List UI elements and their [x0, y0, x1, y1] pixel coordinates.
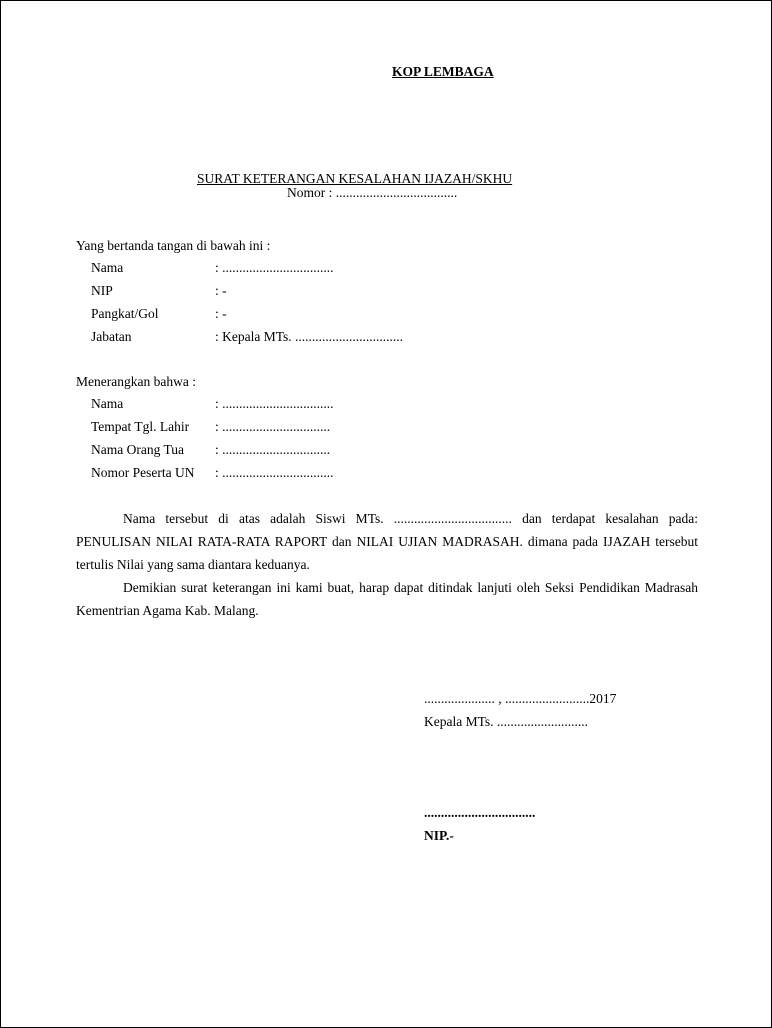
- letter-number: Nomor : ....................................: [287, 185, 458, 200]
- signer-rank-label: Pangkat/Gol: [91, 306, 159, 321]
- body-paragraph-2: Demikian surat keterangan ini kami buat, harap dapat ditindak lanjuti oleh Seksi Pendidikan Madrasah Kementrian Agama Kab. Malang.: [76, 580, 698, 618]
- signer-name-value: : .................................: [215, 260, 334, 275]
- subject-exam-number-label: Nomor Peserta UN: [91, 465, 195, 480]
- subject-exam-number-value: : .................................: [215, 465, 334, 480]
- signer-rank-value: : -: [215, 306, 227, 321]
- signer-position-value: : Kepala MTs. ................................: [215, 329, 404, 344]
- subject-intro: Menerangkan bahwa :: [76, 374, 196, 389]
- letter-body: [76, 507, 698, 622]
- subject-parent-value: : ................................: [215, 442, 331, 457]
- subject-birth-label: Tempat Tgl. Lahir: [91, 419, 190, 434]
- signature-name: .................................: [424, 805, 536, 820]
- signature-position: Kepala MTs. ...........................: [424, 714, 589, 729]
- letter-title: SURAT KETERANGAN KESALAHAN IJAZAH/SKHU: [197, 171, 513, 186]
- signature-place-date: ..................... , .........................2017: [424, 691, 617, 706]
- signature-nip: NIP.-: [424, 828, 454, 843]
- signer-nip-value: : -: [215, 283, 227, 298]
- signer-name-label: Nama: [91, 260, 124, 275]
- subject-birth-value: : ................................: [215, 419, 331, 434]
- body-paragraph-1: Nama tersebut di atas adalah Siswi MTs. ................................... dan terdapat kesalahan pada: PENULISAN NILAI RATA-RATA RAPORT dan NILAI UJIAN MADRASAH. dimana pada IJAZAH tersebut tertulis Nilai yang sama diantara keduanya.: [76, 511, 698, 572]
- letterhead-placeholder: KOP LEMBAGA: [392, 64, 494, 79]
- subject-parent-label: Nama Orang Tua: [91, 442, 184, 457]
- signer-intro: Yang bertanda tangan di bawah ini :: [76, 238, 271, 253]
- signer-nip-label: NIP: [91, 283, 113, 298]
- subject-name-label: Nama: [91, 396, 124, 411]
- subject-name-value: : .................................: [215, 396, 334, 411]
- signer-position-label: Jabatan: [91, 329, 132, 344]
